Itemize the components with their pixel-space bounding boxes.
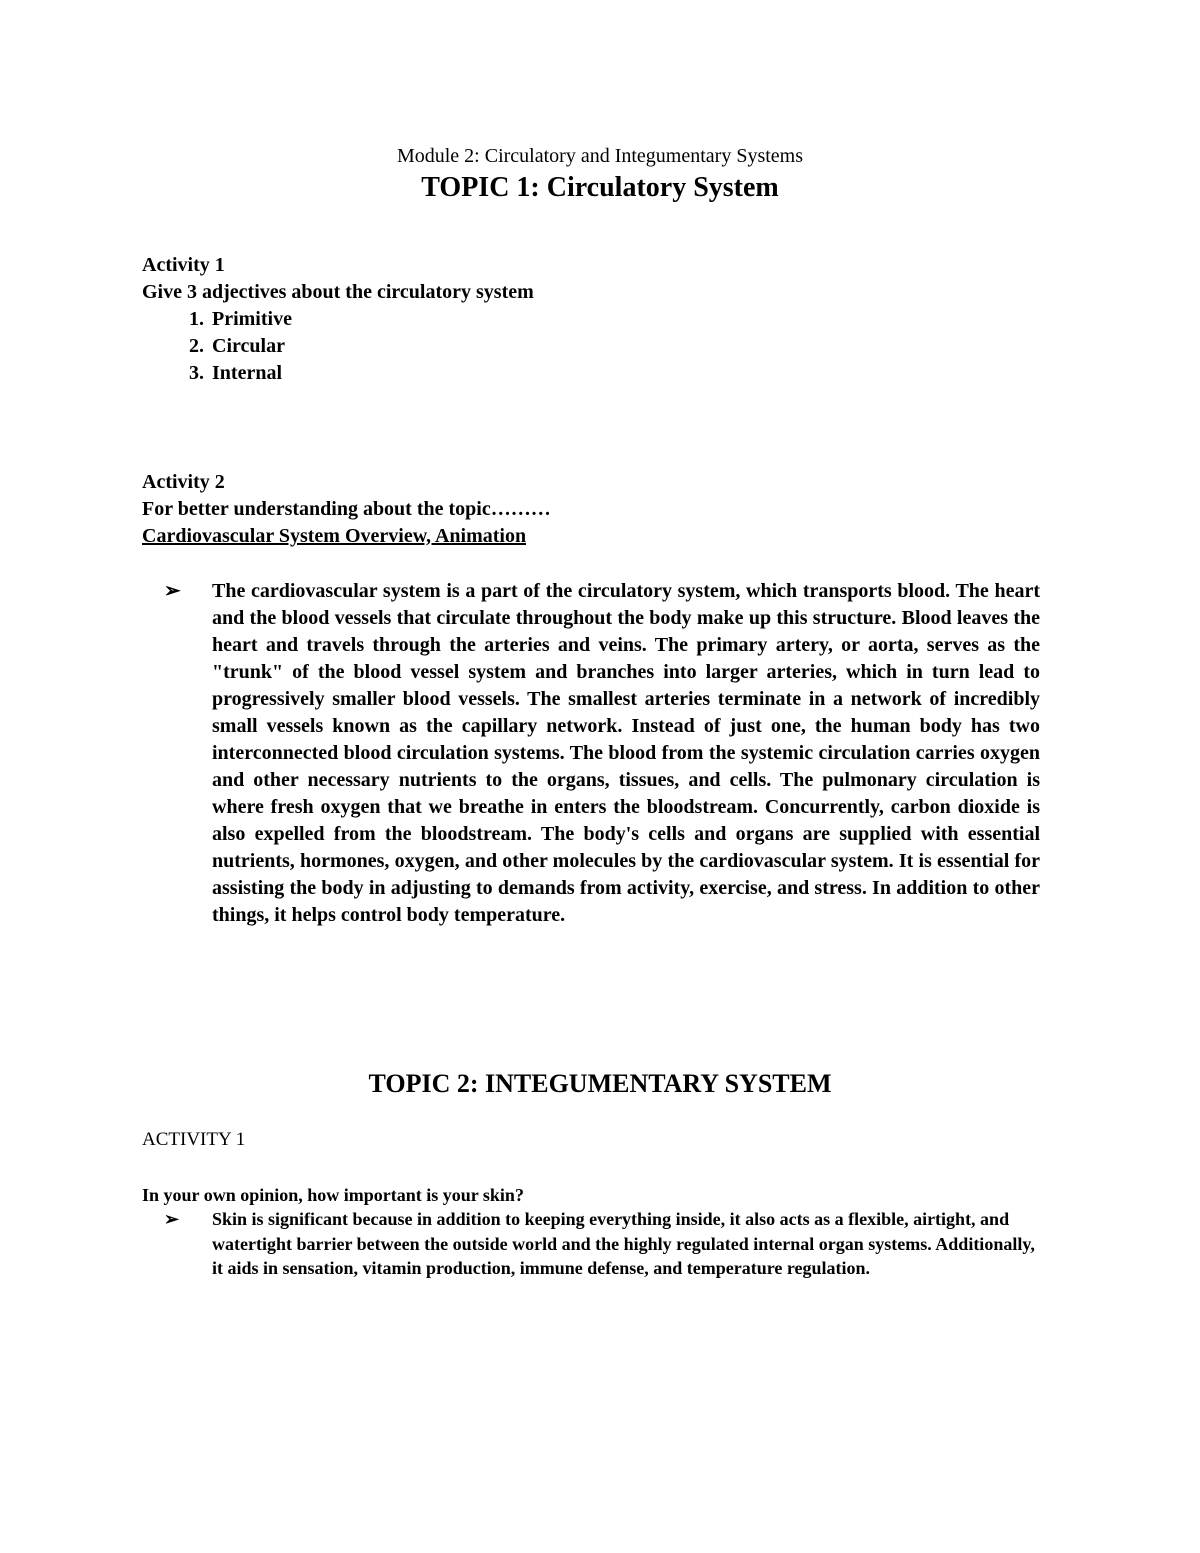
list-item-number: 1. bbox=[189, 308, 204, 330]
skin-answer-paragraph: Skin is significant because in addition to keeping everything inside, it also acts as a flexible, airtight, and watertight barrier between the outside world and the highly regulated internal organ systems. Additionally, it aids in sensation, vitamin production, immune defense, and temperature regulation. bbox=[212, 1209, 1035, 1278]
activity2-prompt: For better understanding about the topic……… bbox=[142, 498, 551, 520]
list-item-text: Primitive bbox=[212, 308, 292, 330]
skin-answer-bullet bbox=[164, 1207, 1040, 1281]
list-item bbox=[142, 306, 1040, 333]
animation-link[interactable]: Cardiovascular System Overview, Animation bbox=[142, 525, 527, 547]
activity1-prompt: Give 3 adjectives about the circulatory system bbox=[142, 281, 534, 303]
cardiovascular-bullet bbox=[164, 578, 1040, 929]
adjective-list bbox=[142, 306, 1040, 387]
arrow-bullet-icon: ➢ bbox=[164, 1209, 180, 1229]
list-item bbox=[142, 333, 1040, 360]
module-title: Module 2: Circulatory and Integumentary Systems bbox=[396, 145, 804, 167]
activity2-heading: Activity 2 bbox=[142, 471, 225, 493]
cardiovascular-paragraph: The cardiovascular system is a part of the circulatory system, which transports blood. The heart and the blood vessels that circulate throughout the body make up this structure. Blood leaves the heart and travels through the arteries and veins. The primary artery, or aorta, serves as the "trunk" of the blood vessel system and branches into larger arteries, which in turn lead to progressively smaller blood vessels. The smallest arteries terminate in a network of incredibly small vessels known as the capillary network. Instead of just one, the human body has two interconnected blood circulation systems. The blood from the systemic circulation carries oxygen and other necessary nutrients to the organs, tissues, and cells. The pulmonary circulation is where fresh oxygen that we breathe in enters the bloodstream. Concurrently, carbon dioxide is also expelled from the bloodstream. The body's cells and organs are supplied with essential nutrients, hormones, oxygen, and other molecules by the cardiovascular system. It is essential for assisting the body in adjusting to demands from activity, exercise, and stress. In addition to other things, it helps control body temperature. bbox=[212, 580, 1040, 926]
list-item-number: 3. bbox=[189, 362, 204, 384]
arrow-bullet-icon: ➢ bbox=[164, 580, 181, 602]
activity1-heading: Activity 1 bbox=[142, 254, 225, 276]
list-item-text: Circular bbox=[212, 335, 285, 357]
list-item-text: Internal bbox=[212, 362, 282, 384]
topic2-activity1-heading: ACTIVITY 1 bbox=[142, 1129, 246, 1150]
topic1-title: TOPIC 1: Circulatory System bbox=[421, 172, 779, 203]
list-item-number: 2. bbox=[189, 335, 204, 357]
skin-question: In your own opinion, how important is your skin? bbox=[142, 1185, 524, 1205]
topic2-title: TOPIC 2: INTEGUMENTARY SYSTEM bbox=[368, 1069, 832, 1098]
list-item bbox=[142, 360, 1040, 387]
